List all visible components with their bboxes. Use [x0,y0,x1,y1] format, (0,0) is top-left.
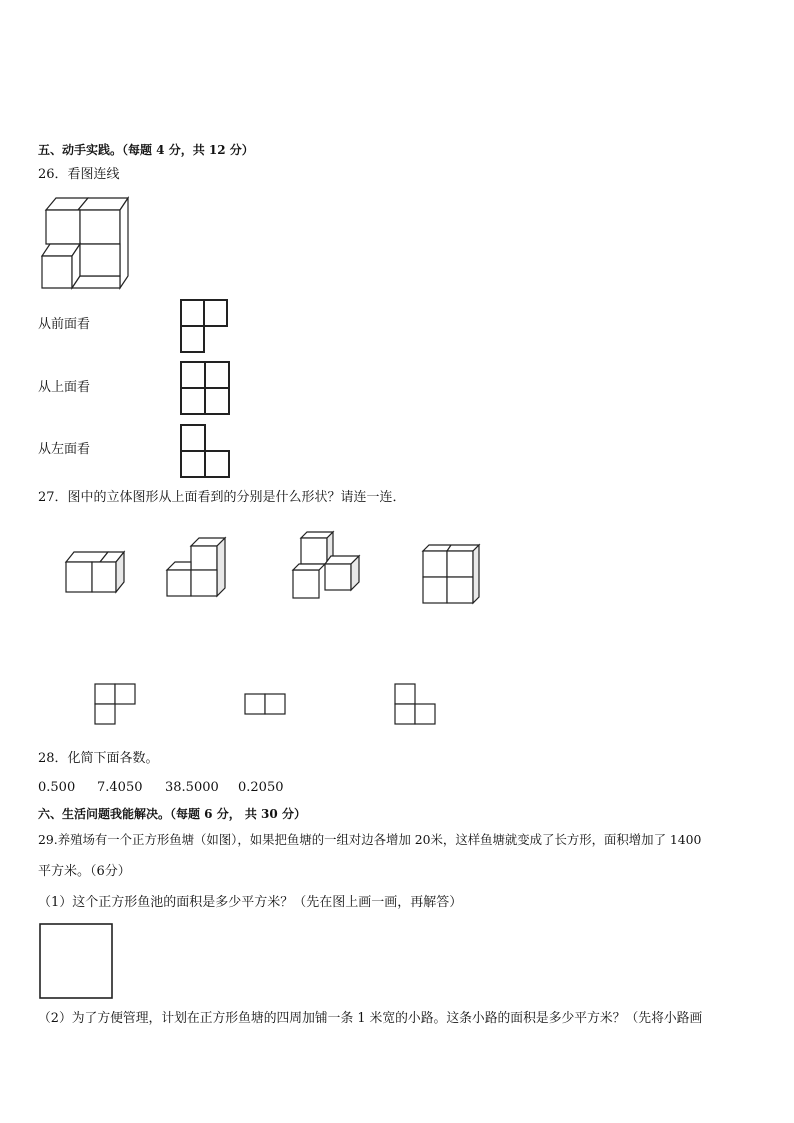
q28-value: 0.500 [38,780,76,795]
question-29-line-2: 平方米。（6分） [38,864,131,879]
q27-top-view-1 [94,683,136,725]
q27-top-view-2 [244,693,286,715]
left-view-shape [180,424,230,478]
cube-front-face [42,256,72,288]
view-from-top-label: 从上面看 [38,380,91,395]
q27-top-view-3 [394,683,436,725]
q27-solid-2 [165,536,227,598]
view-from-left-label: 从左面看 [38,442,91,457]
question-29-sub-2: （2）为了方便管理，计划在正方形鱼塘的四周加铺一条 1 米宽的小路。这条小路的面积是多少平方米？（先将小路画 [38,1011,703,1026]
square-pond-figure [39,923,113,999]
question-28-title: 28．化简下面各数。 [38,751,159,766]
cube-front-face [80,210,120,244]
cube-front-face [46,210,80,244]
cube-side-face [120,198,128,288]
front-view-shape [180,299,228,353]
q28-value: 0.2050 [238,780,284,795]
question-29-line-1: 29.养殖场有一个正方形鱼塘（如图），如果把鱼塘的一组对边各增加 20米，这样鱼塘就变成了长方形，面积增加了 1400 [38,832,702,847]
cube-front-face [72,276,120,288]
question-26-title: 26．看图连线 [38,167,120,182]
section-6-heading: 六、生活问题我能解决。（每题 6 分， 共 30 分） [38,807,306,821]
q26-cube-figure [38,194,134,292]
question-29-sub-1: （1）这个正方形鱼池的面积是多少平方米？（先在图上画一画，再解答） [38,895,463,910]
question-27-title: 27．图中的立体图形从上面看到的分别是什么形状？请连一连． [38,490,406,505]
q27-solid-3 [291,530,363,600]
section-5-heading: 五、动手实践。（每题 4 分，共 12 分） [38,143,254,157]
q27-solid-1 [64,550,126,595]
cube-front-face [80,244,120,276]
top-view-shape [180,361,230,415]
q28-values [38,780,284,796]
view-from-front-label: 从前面看 [38,317,91,332]
q28-value: 38.5000 [165,780,219,795]
q28-value: 7.4050 [97,780,143,795]
q27-solid-4 [421,543,483,605]
